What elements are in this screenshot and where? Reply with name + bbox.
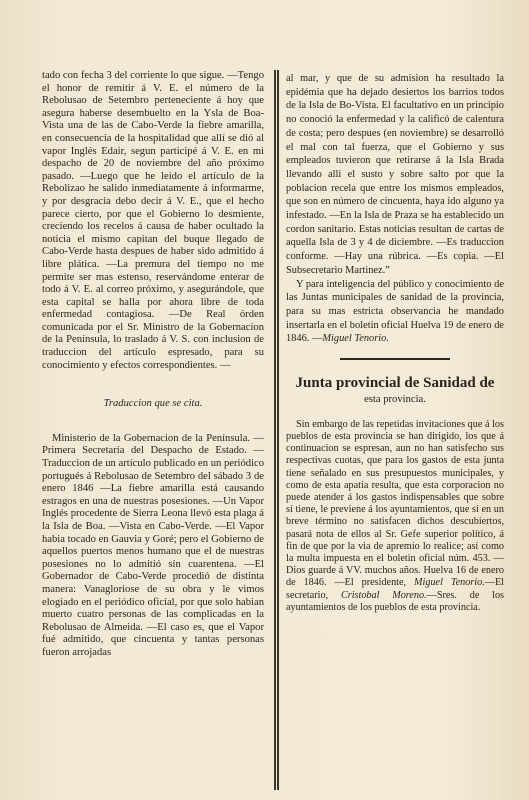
right-column xyxy=(286,72,504,614)
closing-signature: Miguel Tenorio. xyxy=(322,333,389,345)
translation-caption: Traduccion que se cita. xyxy=(103,398,203,410)
translation-text: Ministerio de la Gobernacion de la Península. —Primera Secretaría del Despacho de Estado. —Traduccion de un artículo publicado en un periódico portugués á Rebolusao de Setembro del sábado 3 de enero 1846 —La fiebre amarilla está causando estragos en una de nuestras posesiones. —Un Vapor Inglés procedente de Sierra Leona llevó esta plaga á la Isla de Boa. —Vista en Cabo-Verde. —El Vapor habia tocado en Gauvia y Goré; pero el Gobierno de aquellos puertos menos humano que el de nuestras posesiones no lo admitió sin cuarentena. —El Gobernador de Cabo-Verde procedió de distinta manera: Vanagloriose de su obra y le vimos elogiado en el periódico oficial, por que solo habian muerto cuatro personas de las complicadas en la Rebolusao de Almeida. —El caso es, que el Vapor fué admitido, que cincuenta y tantas personas fueron arrojadas xyxy=(42,432,264,658)
section-title: Junta provincial de Sanidad de xyxy=(295,375,495,392)
column-divider xyxy=(274,70,276,790)
left-column xyxy=(42,70,264,660)
notice-text: Sin embargo de las repetidas invitaciones que á los pueblos de esta provincia se han dirigido, los que á continuacion se espresan, aun no han satisfecho sus respectivas cuotas, que para los gastos de esta junta tiene señalado en sus presupuestos municipales, y como de esta apatía resulta, que esta corporacion no puede atender á los gastos indispensables que sobre sí tiene, le previene á los ayuntamientos, que si en un breve término no satisfacen dichos descubiertos, pasará nota de ellos al Sr. Gefe superior político, á fin de que por la via de apremio lo realice; así como la multa impuesta en el boletin oficial núm. 453. —Dios guarde á VV. muchos años. Huelva 16 de enero de 1846. —El presidente, xyxy=(286,418,504,589)
section-rule xyxy=(340,358,450,360)
section-subtitle: esta provincia. xyxy=(364,394,426,406)
closing-paragraph xyxy=(286,278,504,347)
notice-signature-secretary: Cristobal Moreno. xyxy=(340,589,427,601)
left-paragraph: tado con fecha 3 del corriente lo que sigue. —Tengo el honor de remitir á V. E. el número de la Rebolusao de Setembro perteneciente á hoy que asegura haberse desembuelto en la Ysla de Boa-Vista una de las de Cabo-Verde la fiebre amarilla, en consecuencia de la hospitalidad que allí se dió al vapor Inglés Edair, segun participé á V. E. en mi despacho de 20 de noviembre del año próximo pasado. —Luego que he leido el artículo de la Rebolizao he salido inmediatamente á informarme, y por desgracia debo decir á V. E., que el hecho parece cierto, por que el Gobierno lo desmiente, creciendo los recelos á causa de haber ocultado la noticia el mismo capitan del buque llegado de Cabo-Verde hasta despues de haber sido admitido á libre plática. —La premura del tiempo no me permite ser mas estenso, reservándome enterar de todo á V. E. al correo próximo, y asegurándole, que esta capital se halla por ahora libre de toda enfermedad contagiosa. —De Real órden comunicada por el Sr. Ministro de la Gobernacion de la Península, lo traslado á V. S. con inclusion de traduccion del artículo espresado, para su conocimiento y efectos correspondientes. — xyxy=(42,70,264,371)
notice-paragraph xyxy=(286,419,504,614)
notice-signature-president: Miguel Tenorio. xyxy=(414,577,485,589)
continuation-text: al mar, y que de su admision ha resultado la epidémia que ha dejado desiertos los barrios todos de la Isla de Bo-Vista. El facultativo en un principio no conoció la enfermedad y la calificó de calentura de costa; pero despues (en noviembre) se desarrolló el mal con tal fuerza, que el Gobierno y sus empleados tuvieron que retirarse á la Isla Brada llevando alli el susto y sobre salto por que la poblacion recela que entre los mismos empleados, que son en número de cincuenta, haya ido alguno ya infestado. —En la Isla de Praza se ha establecido un cordon sanitario. Estas noticias resultan de cartas de aquella Isla de 3 y 4 de diciembre. —Es traduccion conforme. —Hay una rúbrica. —Es copia. —El Subsecretario Martinez.” xyxy=(286,73,504,276)
closing-text: Y para inteligencia del público y conocimiento de las Juntas municipales de sanidad de la provincia, para su mas estricta observancia he mandado insertarla en el boletin oficial Huelva 19 de enero de 1846. — xyxy=(286,278,504,345)
notice-end: —Sres. de los ayuntamientos de los pueblos de esta provincia. xyxy=(286,589,505,613)
notice-mid: —El secretario, xyxy=(286,577,504,601)
